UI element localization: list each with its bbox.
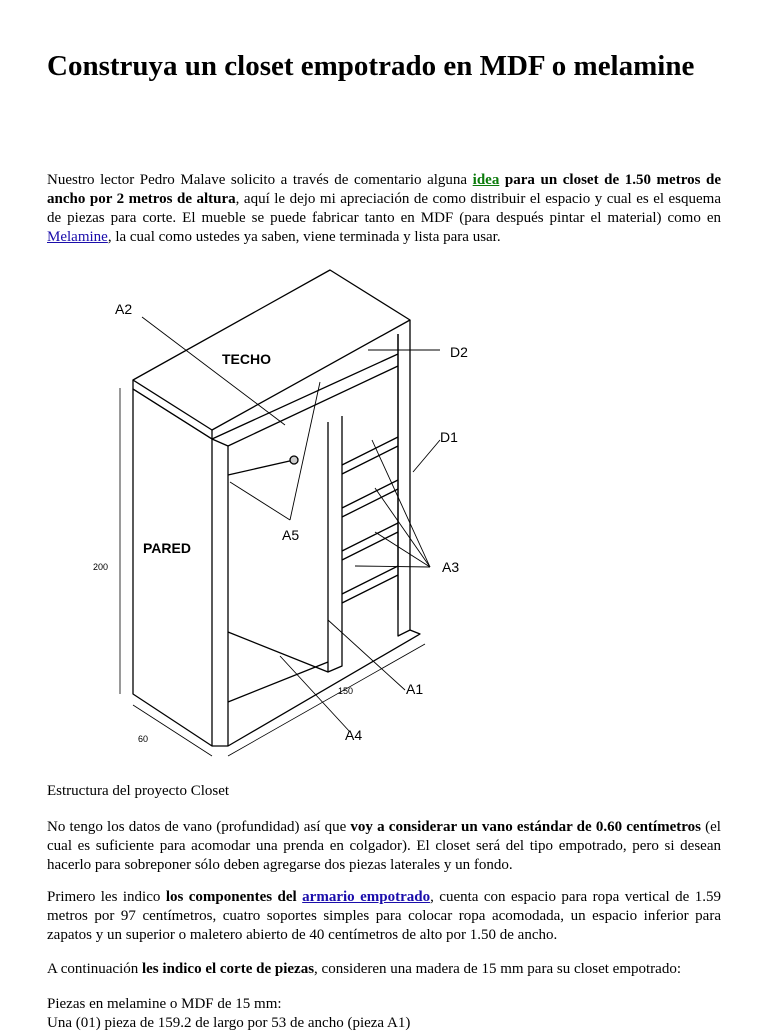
hanging-rod [228, 460, 294, 475]
shelf-1 [342, 437, 398, 474]
corte-text-2: , consideren una madera de 15 mm para su closet empotrado: [314, 961, 681, 977]
article-title: Construya un closet empotrado en MDF o melamine [47, 50, 695, 82]
closet-bottom-front [212, 630, 420, 746]
label-dim-150: 150 [338, 686, 354, 696]
label-techo: TECHO [222, 351, 271, 367]
hanging-floor [228, 632, 328, 672]
melamine-link[interactable]: Melamine [47, 229, 108, 245]
label-a2: A2 [115, 301, 133, 317]
paragraph-vano [47, 818, 721, 875]
dim-depth-line [133, 705, 212, 756]
componentes-text-2: , cuenta con espacio para ropa vertical de 1.59 metros por 97 centímetros, cuatro soportes simples para colocar ropa acomodada, un espacio inferior para zapatos y un superior o maletero abierto de 40 centímetros de alto por 1.50 de ancho. [47, 889, 722, 943]
central-divider [328, 416, 342, 672]
intro-paragraph [47, 171, 721, 247]
figure-caption: Estructura del proyecto Closet [47, 783, 230, 799]
closet-inner-edge [212, 439, 228, 746]
paragraph-pieza-a1: Una (01) pieza de 159.2 de largo por 53 de ancho (pieza A1) [47, 1015, 411, 1031]
label-a1: A1 [406, 681, 424, 697]
vano-text-1: No tengo los datos de vano (profundidad) así que [47, 819, 351, 835]
armario-empotrado-link[interactable]: armario empotrado [302, 889, 431, 905]
intro-text-3: , la cual como ustedes ya saben, viene terminada y lista para usar. [107, 229, 501, 245]
paragraph-corte [47, 960, 721, 979]
componentes-bold: los componentes del [165, 889, 303, 905]
paragraph-componentes [47, 888, 721, 945]
closet-diagram [80, 262, 480, 762]
intro-bold-1: para un closet de 1.50 metros de ancho por 2 metros de altura [47, 172, 722, 207]
label-d2: D2 [450, 344, 468, 360]
intro-text-2: , aquí le dejo mi apreciación de como distribuir el espacio y cual es el esquema de piezas para corte. El mueble se puede fabricar tanto en MDF (para después pintar el material) como en [47, 191, 722, 226]
vano-text-2: (el cual es suficiente para acomodar una prenda en colgador). El closet será del tipo empotrado, pero si desean hacerlo para sobreponer sólo deben agregarse dos piezas laterales y un fondo. [47, 819, 721, 873]
corte-text-1: A continuación [47, 961, 142, 977]
shelf-2 [342, 480, 398, 517]
rod-end [290, 456, 298, 464]
closet-left-side [133, 389, 212, 746]
label-a4: A4 [345, 727, 363, 743]
corte-bold: les indico el corte de piezas [141, 961, 315, 977]
componentes-text-1: Primero les indico [47, 889, 166, 905]
label-dim-200: 200 [93, 562, 109, 572]
shelf-4 [342, 566, 398, 603]
closet-top-edge [133, 380, 212, 439]
label-pared: PARED [143, 540, 191, 556]
label-d1: D1 [440, 429, 458, 445]
vano-bold: voy a considerar un vano estándar de 0.60 centímetros [350, 819, 701, 835]
maletero-floor-back [228, 366, 398, 446]
idea-link[interactable]: idea [472, 172, 500, 188]
closet-right-side [398, 320, 410, 636]
label-a3: A3 [442, 559, 460, 575]
label-a5: A5 [282, 527, 300, 543]
intro-text-1: Nuestro lector Pedro Malave solicito a través de comentario alguna [47, 172, 473, 188]
label-dim-60: 60 [138, 734, 149, 744]
paragraph-piezas: Piezas en melamine o MDF de 15 mm: [47, 996, 282, 1012]
dim-width-line [228, 644, 425, 756]
